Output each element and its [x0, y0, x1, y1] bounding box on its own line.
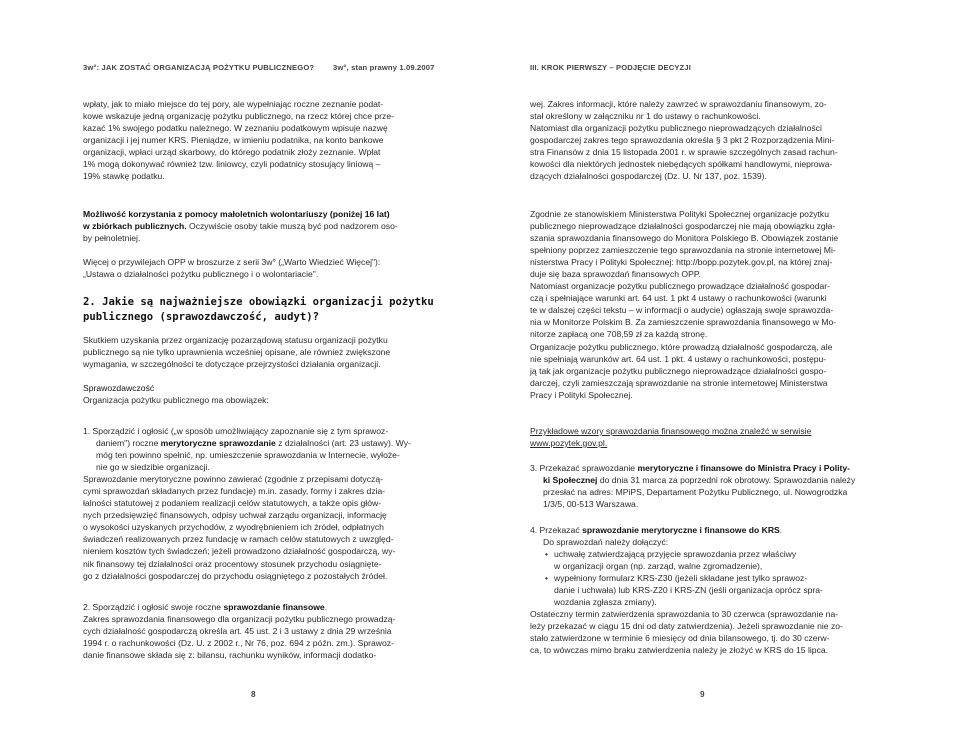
text-line: te w dalszej części tekstu – w informacji o audycie) ogłaszają swoje sprawozda- [530, 305, 834, 316]
text-line: Organizacje pożytku publicznego, które prowadzą działalność gospodarczą, ale [530, 341, 833, 352]
text-line: • uchwałę zatwierdzającą przyjęcie sprawozdania przez właściwy [554, 549, 797, 560]
text-line: Natomiast dla organizacji pożytku publicznego nieprowadzących działalności [530, 123, 822, 134]
text-fragment: do dnia 31 marca za poprzedni rok obrotowy. Sprawozdania należy [597, 475, 856, 486]
text-line: duje się baza sprawozdań finansowych OPP. [530, 269, 701, 280]
text-line: szania sprawozdania finansowego do Monitora Polskiego B. Obowiązek zostanie [530, 233, 839, 244]
text-line: Skutkiem uzyskania przez organizację pozarządową statusu organizacji pożytku [83, 335, 388, 345]
text-line: ca, to wówczas mimo braku zatwierdzenia należy je złożyć w KRS do 15 lipca. [530, 645, 829, 656]
volunteers-text: Oczywiście osoby takie muszą być pod nadzorem oso- [186, 221, 398, 232]
running-header-left: 3w°: JAK ZOSTAĆ ORGANIZACJĄ POŻYTKU PUBLICZNEGO? [83, 63, 315, 72]
text-fragment: . [779, 525, 783, 535]
list-item [554, 572, 880, 608]
list-item [554, 548, 880, 572]
item-4 [530, 524, 880, 657]
bold-fragment: sprawozdanie finansowe [223, 602, 325, 612]
attachments-list [530, 548, 880, 608]
text-line: organizacji, wpłaci urząd skarbowy, do którego podatnik złoży zeznanie. Wpłat [83, 147, 381, 158]
volunteers-paragraph [83, 208, 436, 280]
text-line: wej. Zakres informacji, które należy zawrzeć w sprawozdaniu finansowym, zo- [530, 99, 827, 109]
text-line: stało zatwierdzone w terminie 6 miesięcy od dnia bilansowego, tj. do 30 czerw- [530, 633, 830, 644]
text-line: świadczeń realizowanych przez fundację w ramach celów statutowych z uwzględ- [83, 534, 394, 545]
text-line: Zakres sprawozdania finansowego dla organizacji pożytku publicznego prowadzą- [83, 614, 396, 625]
text-line: publicznego są nie tylko uprawnienia wcześniej opisane, ale również zwiększone [83, 347, 391, 358]
text-line: wpłaty, jak to miało miejsce do tej pory, ale wypełniając roczne zeznanie podat- [83, 99, 384, 109]
examples-link-text[interactable]: Przykładowe wzory sprawozdania finansowego można znaleźć w serwisie [530, 426, 812, 436]
text-line: przesłać na adres: MPiPS, Departament Pożytku Publicznego, ul. Nowogrodzka [543, 487, 848, 498]
text-line: kazać 1% swojego podatku należnego. W zeznaniu podatkowym wpisuje nazwę [83, 123, 388, 134]
text-line: 1% mogą dokonywać również tzw. liniowcy, czyli podatnicy stosujący liniową – [83, 159, 381, 170]
text-line: danie finansowe składa się z: bilansu, rachunku wyników, informacji dodatko- [83, 650, 377, 661]
text-line: 1994 r. o rachunkowości (Dz. U. z 2002 r., Nr 76, poz. 694 z późn. zm.). Sprawoz- [83, 638, 394, 649]
running-header-right: III. KROK PIERWSZY – PODJĘCIE DECYZJI [530, 63, 691, 72]
brochure-line: „Ustawa o działalności pożytku publicznego i o wolontariacie". [83, 269, 319, 280]
text-line: gospodarczej zakres tego sprawozdania określa § 3 pkt 2 Rozporządzenia Mini- [530, 135, 835, 146]
text-line: nisterstwa Pracy i Polityki Społecznej: http://bopp.pozytek.gov.pl, na której znaj- [530, 257, 833, 268]
reporting-title: Sprawozdawczość [83, 383, 155, 394]
text-line: Sprawozdanie merytoryczne powinno zawierać (zgodnie z przepisami dotyczą- [83, 474, 383, 485]
text-line: Do sprawozdań należy dołączyć: [543, 537, 669, 548]
bold-fragment: sprawozdanie merytoryczne i finansowe do KRS [582, 525, 780, 535]
volunteers-bold: w zbiórkach publicznych. [83, 221, 187, 232]
text-line: czą i spełniające warunki art. 64 ust. 1 pkt 4 ustawy o rachunkowości (warunki [530, 293, 827, 304]
text-line: kowe wskazuje jedną organizację pożytku publicznego, na rzecz której chce prze- [83, 111, 394, 122]
running-header-center: 3w°, stan prawny 1.09.2007 [333, 63, 435, 72]
reporting-subtitle: Organizacja pożytku publicznego ma obowiązek: [83, 395, 269, 406]
page-number-left: 8 [251, 690, 256, 699]
text-line: wozdania zgłasza zmiany). [554, 597, 657, 608]
text-line: 1. Sporządzić i ogłosić („w sposób umożliwiający zapoznanie się z tym sprawoz- [83, 426, 389, 436]
text-line: dzących działalności gospodarczej (Dz. U. Nr 137, poz. 1539). [530, 171, 767, 182]
text-line: w organizacji organ (np. zarząd, walne zgromadzenie), [554, 561, 763, 572]
text-line: nia w Monitorze Polskim B. Za zamieszczenie sprawozdania finansowego w Mo- [530, 317, 837, 328]
text-line: 19% stawkę podatku. [83, 171, 165, 182]
text-line: publicznego nieprowadzące działalności gospodarczej nie mają obowiązku zgła- [530, 221, 836, 232]
text-line: o wysokości uzyskanych przychodów, z wyodrębnieniem ich źródeł, odpłatnych [83, 522, 384, 533]
text-line: by pełnoletniej. [83, 233, 141, 244]
volunteers-bold: Możliwość korzystania z pomocy małoletnich wolontariuszy (poniżej 16 lat) [83, 209, 390, 219]
text-line: Natomiast organizacje pożytku publicznego prowadzące działalność gospodar- [530, 281, 830, 292]
text-line: nik finansowy tej działalności oraz procentowy stosunek przychodu osiągnięte- [83, 558, 382, 569]
duties-paragraph [83, 334, 436, 406]
text-line: stra Finansów z dnia 15 listopada 2001 r. w sprawie szczególnych zasad rachun- [530, 147, 838, 158]
text-line: Zgodnie ze stanowiskiem Ministerstwa Polityki Społecznej organizacje pożytku [530, 209, 830, 219]
text-line: cych działalność gospodarczą określa art. 45 ust. 2 i 3 ustawy z dnia 29 września [83, 626, 392, 637]
text-line: • wypełniony formularz KRS-Z30 (jeżeli składane jest tylko sprawoz- [554, 573, 808, 584]
text-line: Pracy i Polityki Społecznej. [530, 389, 633, 400]
text-line: stał określony w załączniku nr 1 do ustawy o rachunkowości. [530, 111, 761, 122]
brochure-line: Więcej o przywilejach OPP w broszurze z serii 3w° („Warto Wiedzieć Więcej"): [83, 257, 381, 268]
text-fragment: z działalności (art. 23 ustawy). Wy- [275, 438, 411, 449]
text-line: kowości dla niektórych jednostek niebędących spółkami handlowymi, nieprowa- [530, 159, 833, 170]
text-line: ją tak jak organizacje pożytku publicznego nieprowadzące działalności gospo- [530, 365, 827, 376]
pozytek-link[interactable]: www.pozytek.gov.pl. [530, 438, 608, 449]
text-fragment: 3. Przekazać sprawozdanie [530, 463, 638, 473]
text-line: móg ten powinno spełnić, np. umieszczenie sprawozdania w Internecie, wyłoże- [96, 450, 400, 461]
text-line: Ostateczny termin zatwierdzenia sprawozdania to 30 czerwca (sprawozdanie na- [530, 609, 839, 620]
text-line: darczej, czyli zamieszczają sprawozdanie na stronie internetowej Ministerstwa [530, 377, 828, 388]
text-line: nitorze zapłacą one 708,59 zł za każdą stronę. [530, 329, 708, 340]
bold-fragment: merytoryczne sprawozdanie [160, 438, 276, 449]
section-heading [83, 295, 436, 326]
item-3 [530, 462, 880, 510]
text-line: łalności statutowej z podaniem realizacji celów statutowych, a także opis głów- [83, 498, 382, 509]
text-line: danie i uchwała) lub KRS-Z20 i KRS-ZN (jeśli organizacja oprócz spra- [554, 585, 823, 596]
text-line: leży przekazać w ciągu 15 dni od daty zatwierdzenia). Jeżeli sprawozdanie nie zo- [530, 621, 843, 632]
text-line: 1/3/5, 00-513 Warszawa. [543, 499, 639, 510]
text-line: wymagania, w szczególności te dotyczące przejrzystości działania organizacji. [83, 359, 381, 370]
page-number-right: 9 [700, 690, 705, 699]
text-fragment: daniem") roczne [96, 438, 161, 449]
text-fragment: . [324, 602, 328, 612]
text-fragment: 4. Przekazać [530, 525, 583, 535]
bold-fragment: ki Społecznej [543, 475, 598, 486]
text-line: organizacji i jej numer KRS. Pieniądze, w imieniu podatnika, na konto bankowe [83, 135, 384, 146]
right-column-top [530, 98, 880, 182]
section-heading-line: publicznego (sprawozdawczość, audyt)? [83, 311, 319, 324]
ministry-paragraph [530, 208, 880, 401]
item-2 [83, 601, 436, 661]
text-line: nie spełniają warunków art. 64 ust. 1 pkt. 4 ustawy o rachunkowości, postępu- [530, 353, 827, 364]
text-line: nieniem kosztów tych świadczeń; jeżeli prowadzono działalność gospodarczą, wy- [83, 546, 396, 557]
examples-paragraph [530, 425, 880, 449]
section-heading-line: 2. Jakie są najważniejsze obowiązki organizacji pożytku [83, 296, 434, 308]
left-column-intro [83, 98, 436, 182]
item-1 [83, 425, 436, 582]
text-line: nie go w siedzibie organizacji. [96, 462, 210, 473]
text-line: cymi sprawozdań składanych przez fundacje) m.in. zasady, formy i zakres dzia- [83, 486, 386, 497]
text-line: go z działalności gospodarczej do przychodu osiągniętego z pozostałych źródeł. [83, 570, 388, 581]
text-line: nych przedsięwzięć finansowych, odpisy uchwał zarządu organizacji, informację [83, 510, 387, 521]
text-line: spełniony poprzez zamieszczenie tego sprawozdania na stronie internetowej Mi- [530, 245, 836, 256]
text-fragment: 2. Sporządzić i ogłosić swoje roczne [83, 602, 224, 612]
bold-fragment: merytoryczne i finansowe do Ministra Pracy i Polity- [637, 463, 850, 473]
